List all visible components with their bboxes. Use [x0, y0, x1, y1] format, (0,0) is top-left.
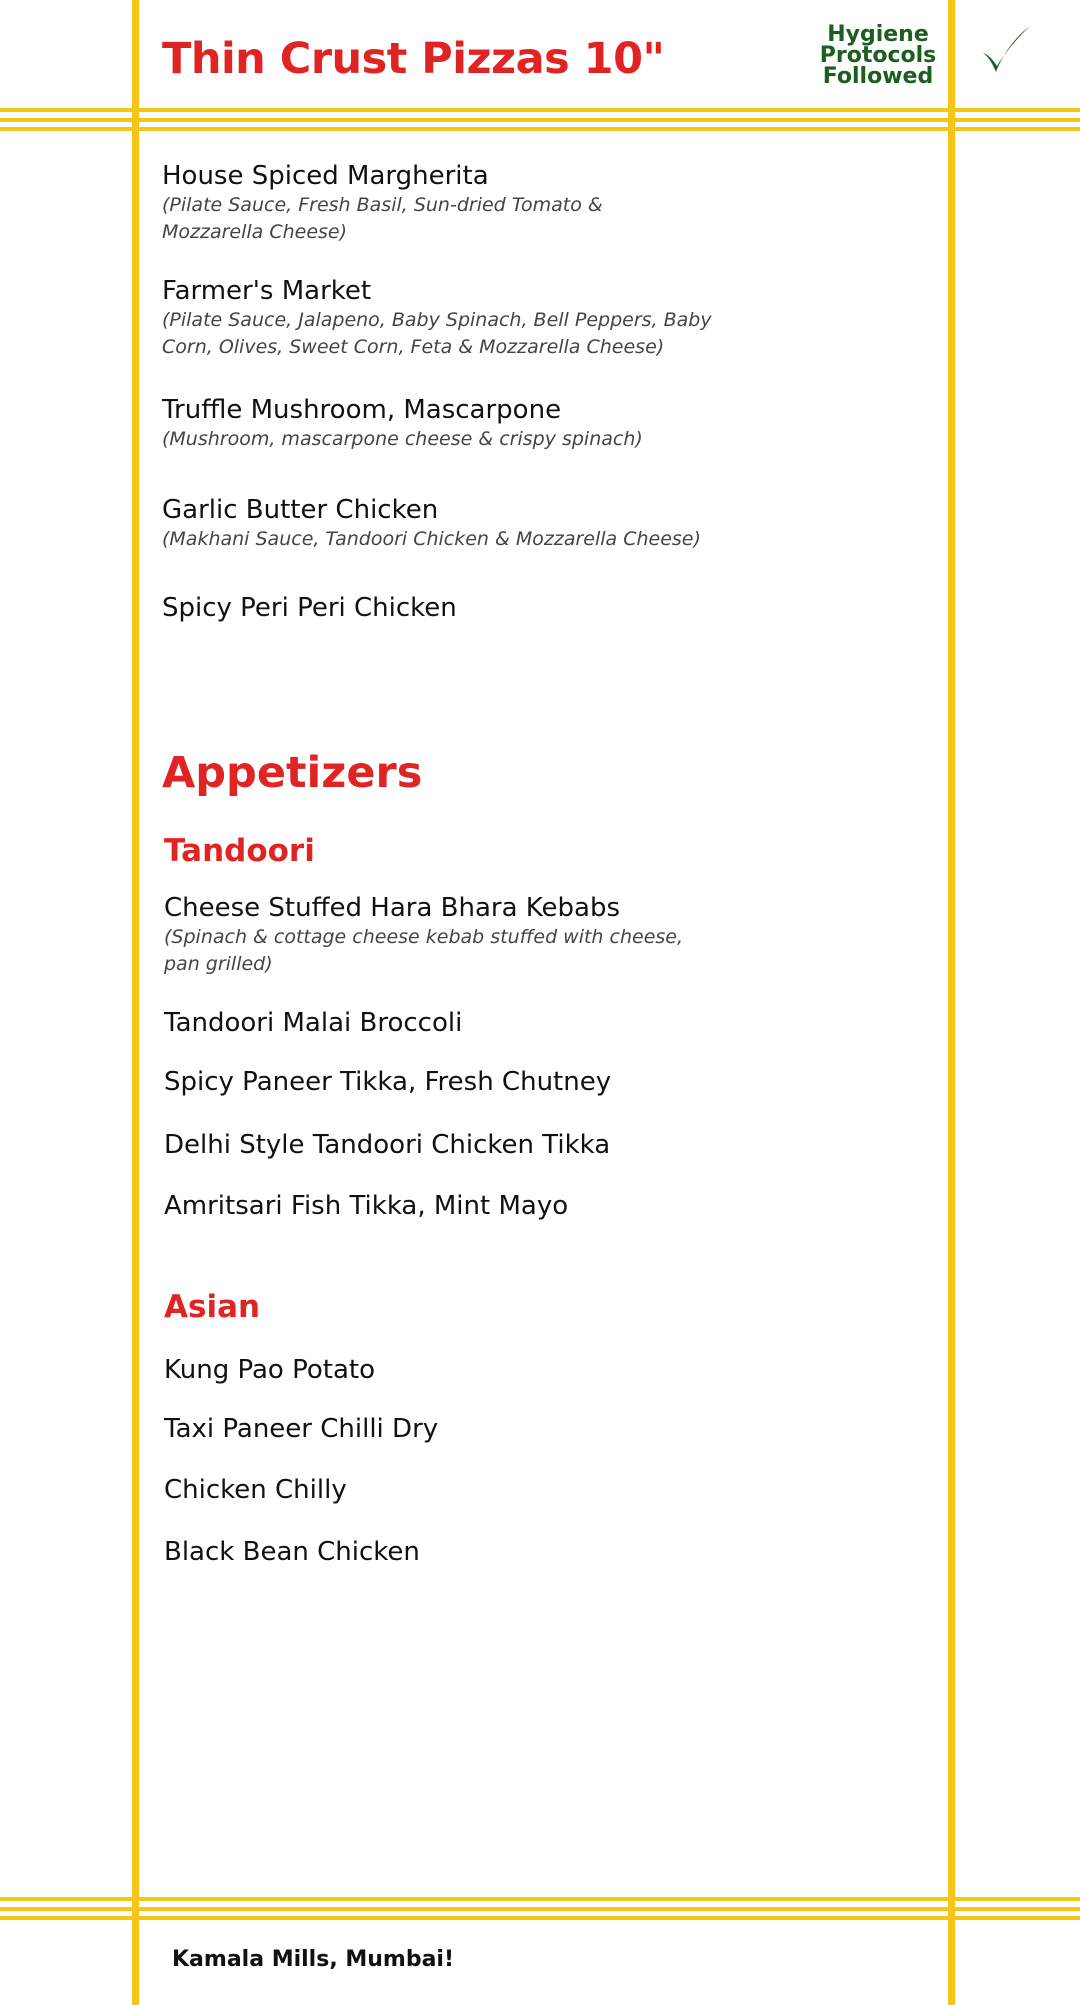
footer-location: Kamala Mills, Mumbai! [172, 1947, 454, 1972]
bottom-border-line-2 [0, 1907, 1080, 1911]
item-name: Truffle Mushroom, Mascarpone [162, 395, 562, 425]
page-title: Thin Crust Pizzas 10" [162, 34, 665, 84]
menu-item [164, 1066, 764, 1098]
left-border-line [132, 0, 139, 2005]
item-description: (Mushroom, mascarpone cheese & crispy spinach) [162, 428, 643, 450]
menu-item [164, 1536, 764, 1568]
item-description: (Pilate Sauce, Fresh Basil, Sun-dried Tomato & Mozzarella Cheese) [162, 194, 603, 243]
section-title-appetizers: Appetizers [162, 748, 423, 798]
subsection-title-asian: Asian [164, 1289, 261, 1325]
item-name: Farmer's Market [162, 276, 372, 306]
item-name: Kung Pao Potato [164, 1355, 375, 1385]
menu-item [164, 892, 764, 978]
hygiene-badge-line: Protocols [819, 43, 937, 68]
item-name: House Spiced Margherita [162, 161, 489, 191]
menu-item [164, 1413, 764, 1445]
menu-item [162, 494, 762, 553]
top-border-line-1 [0, 108, 1080, 112]
menu-item [164, 1354, 764, 1386]
item-name: Garlic Butter Chicken [162, 495, 439, 525]
menu-item [162, 275, 762, 361]
menu-item [164, 1190, 764, 1222]
menu-item [164, 1474, 764, 1506]
item-name: Spicy Paneer Tikka, Fresh Chutney [164, 1067, 612, 1097]
bottom-border-line-3 [0, 1916, 1080, 1920]
item-name: Delhi Style Tandoori Chicken Tikka [164, 1130, 611, 1160]
menu-item [164, 1007, 764, 1039]
bottom-border-line-1 [0, 1897, 1080, 1901]
hygiene-badge [812, 24, 944, 87]
item-name: Cheese Stuffed Hara Bhara Kebabs [164, 893, 621, 923]
menu-item [162, 592, 762, 624]
menu-item [162, 160, 762, 246]
menu-item [162, 394, 762, 453]
item-name: Black Bean Chicken [164, 1537, 420, 1567]
hygiene-badge-line: Hygiene [827, 22, 929, 47]
subsection-title-tandoori: Tandoori [164, 833, 315, 869]
item-name: Amritsari Fish Tikka, Mint Mayo [164, 1191, 569, 1221]
item-description: (Makhani Sauce, Tandoori Chicken & Mozzarella Cheese) [162, 528, 701, 550]
item-description: (Pilate Sauce, Jalapeno, Baby Spinach, Bell Peppers, Baby Corn, Olives, Sweet Corn, Feta & Mozzarella Cheese) [162, 309, 712, 358]
checkmark-icon [978, 22, 1032, 78]
item-name: Tandoori Malai Broccoli [164, 1008, 463, 1038]
hygiene-badge-line: Followed [822, 64, 934, 89]
item-name: Spicy Peri Peri Chicken [162, 593, 457, 623]
right-border-line [948, 0, 955, 2005]
top-border-line-2 [0, 118, 1080, 122]
item-name: Chicken Chilly [164, 1475, 347, 1505]
menu-item [164, 1129, 764, 1161]
item-description: (Spinach & cottage cheese kebab stuffed with cheese, pan grilled) [164, 926, 684, 975]
item-name: Taxi Paneer Chilli Dry [164, 1414, 439, 1444]
top-border-line-3 [0, 127, 1080, 131]
